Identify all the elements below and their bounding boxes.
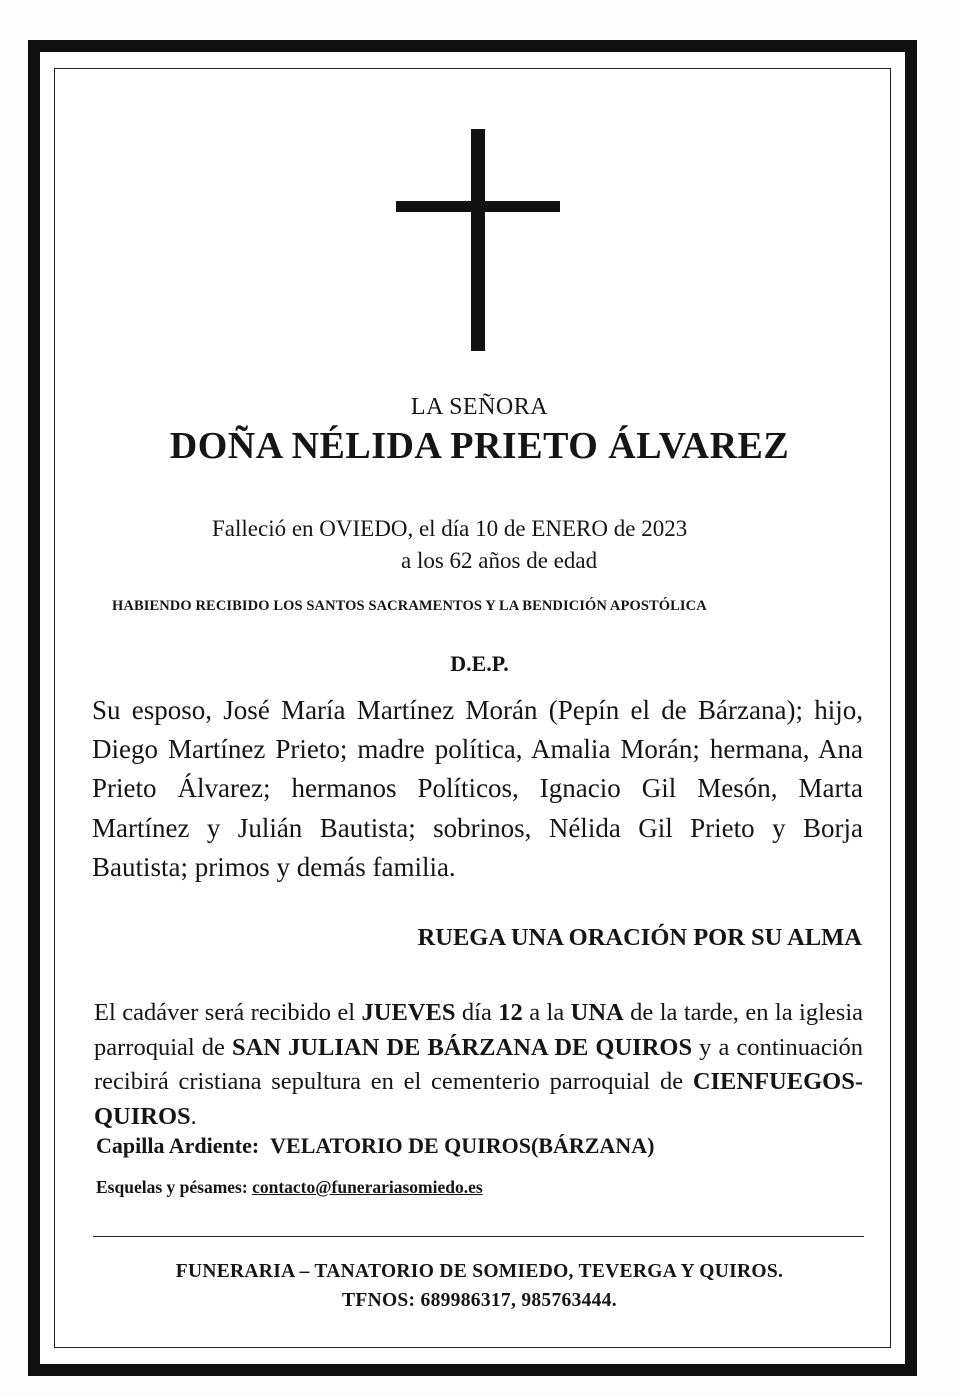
death-date-line: Falleció en OVIEDO, el día 10 de ENERO de 2023 <box>212 516 688 541</box>
burial-text: El cadáver será recibido el <box>94 999 362 1026</box>
burial-hour: UNA <box>570 999 624 1026</box>
burial-text: de la tarde, en la iglesia parroquial de <box>94 999 864 1061</box>
contact-email-link[interactable]: contacto@funerariasomiedo.es <box>252 1177 483 1197</box>
burial-day: JUEVES <box>361 999 456 1026</box>
funeral-home-phones: TFNOS: 689986317, 985763444. <box>342 1290 617 1311</box>
honorific-title: LA SEÑORA <box>410 394 549 420</box>
age-line: a los 62 años de edad <box>401 548 598 573</box>
cemetery-name: CIENFUEGOS-QUIROS <box>94 1068 863 1130</box>
burial-paragraph <box>94 996 863 1134</box>
family-paragraph: Su esposo, José María Martínez Morán (Pepín el de Bárzana); hijo, Diego Martínez Prieto; madre política, Amalia Morán; hermana, Ana Prieto Álvarez; hermanos Políticos, Ignacio Gil Mesón, Marta Martínez y Julián Bautista; sobrinos, Nélida Gil Prieto y Borja Bautista; primos y demás familia. <box>92 695 863 882</box>
church-name: SAN JULIAN DE BÁRZANA DE QUIROS <box>231 1033 693 1061</box>
chapel-label: Capilla Ardiente: <box>96 1133 260 1158</box>
burial-text: . <box>190 1102 197 1130</box>
chapel-line <box>96 1133 654 1159</box>
burial-text: día <box>455 999 499 1026</box>
prayer-request: RUEGA UNA ORACIÓN POR SU ALMA <box>417 924 862 951</box>
burial-date: 12 <box>498 999 523 1026</box>
rip-text: D.E.P. <box>450 651 509 676</box>
deceased-name: DOÑA NÉLIDA PRIETO ÁLVAREZ <box>169 425 790 467</box>
burial-text: a la <box>522 999 571 1026</box>
footer-divider <box>93 1236 864 1237</box>
funeral-home-name: FUNERARIA – TANATORIO DE SOMIEDO, TEVERGA Y QUIROS. <box>175 1261 784 1282</box>
cross-horizontal-bar <box>396 201 560 212</box>
cross-vertical-bar <box>471 129 485 351</box>
contact-label: Esquelas y pésames: <box>96 1177 248 1197</box>
chapel-value: VELATORIO DE QUIROS(BÁRZANA) <box>270 1133 655 1158</box>
sacraments-line: HABIENDO RECIBIDO LOS SANTOS SACRAMENTOS Y LA BENDICIÓN APOSTÓLICA <box>112 598 707 614</box>
burial-text: y a continuación recibirá cristiana sepultura en el cementerio parroquial de <box>94 1033 864 1095</box>
contact-line <box>96 1177 483 1198</box>
